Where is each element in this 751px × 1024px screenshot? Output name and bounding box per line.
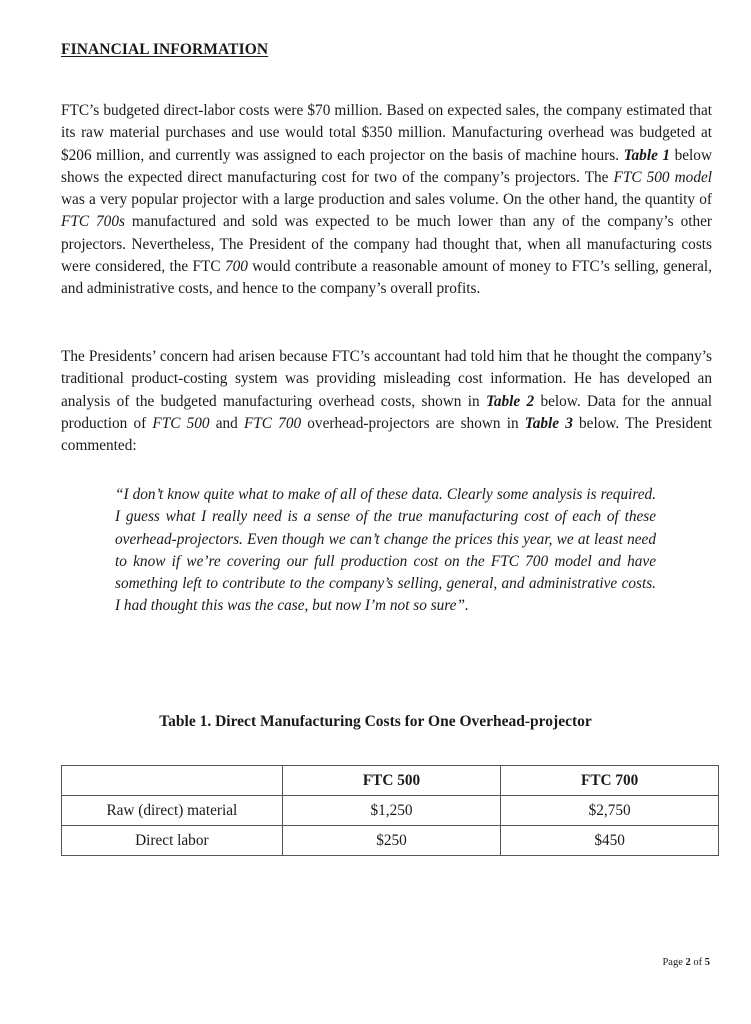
table-reference: Table 1 <box>623 146 671 164</box>
italic-text: FTC 700 <box>243 414 302 432</box>
body-text: would contribute a reasonable amount of money to FTC’s selling, general, and administrative costs, and hence to the company’s overall profits. <box>61 258 712 298</box>
table-header-cell: FTC 700 <box>501 766 719 796</box>
table-cell: $2,750 <box>501 796 719 826</box>
body-text: and <box>209 414 244 432</box>
table1-title: Table 1. Direct Manufacturing Costs for One Overhead-projector <box>159 713 592 730</box>
body-text: below shows the expected direct manufacturing cost for two of the company’s projectors. The <box>61 146 712 186</box>
page-total: 5 <box>704 957 710 968</box>
table-row <box>62 796 719 826</box>
table-cell: $1,250 <box>282 796 501 826</box>
body-text: The Presidents’ concern had arisen because FTC’s accountant had told him that he thought the company’s traditional product-costing system was providing misleading cost information. He has developed an analysis of the budgeted manufacturing overhead costs, shown in <box>61 348 712 410</box>
table-reference: Table 3 <box>524 414 573 432</box>
body-text: below. The President commented: <box>61 414 713 455</box>
body-text: FTC’s budgeted direct-labor costs were $70 million. Based on expected sales, the company estimated that its raw material purchases and use would total $350 million. Manufacturing overhead was budgeted at $206 million, and currently was assigned to each projector on the basis of machine hours. <box>61 102 712 164</box>
table-header-cell: FTC 500 <box>282 766 501 796</box>
president-quote: “I don’t know quite what to make of all of these data. Clearly some analysis is required. I guess what I really need is a sense of the true manufacturing cost of each of these overhead-projectors. Even though we can’t change the prices this year, we at least need to know if we’re covering our full production cost on the FTC 700 model and have something left to contribute to the company’s selling, general, and administrative costs. I had thought this was the case, but now I’m not so sure”. <box>115 486 656 615</box>
table-header-row <box>62 766 719 796</box>
row-label: Raw (direct) material <box>62 796 283 826</box>
table1-direct-costs <box>61 765 719 856</box>
table-reference: Table 2 <box>485 392 535 410</box>
table-header-cell <box>62 766 283 796</box>
italic-text: FTC 700s <box>61 213 125 231</box>
body-text: manufactured and sold was expected to be much lower than any of the company’s other projectors. Nevertheless, The President of the company had thought that, when all manufacturing costs were considered, the FTC <box>61 213 713 276</box>
row-label: Direct labor <box>62 826 283 856</box>
page-prefix: Page <box>662 957 686 968</box>
italic-text: 700 <box>224 258 248 276</box>
body-text: below. Data for the annual production of <box>61 392 713 432</box>
paragraph-presidents-concern <box>61 346 712 457</box>
page-current: 2 <box>685 957 691 968</box>
table-cell: $450 <box>501 826 719 856</box>
italic-text: FTC 500 model <box>613 168 713 186</box>
page-middle: of <box>690 957 705 968</box>
page-number <box>662 957 710 968</box>
table-row <box>62 826 719 856</box>
section-heading: FINANCIAL INFORMATION <box>61 41 269 58</box>
italic-text: FTC 500 <box>152 414 210 432</box>
table-cell: $250 <box>282 826 501 856</box>
paragraph-financial-info <box>61 100 712 301</box>
body-text: overhead-projectors are shown in <box>301 414 525 432</box>
body-text: was a very popular projector with a large production and sales volume. On the other hand, the quantity of <box>61 191 712 209</box>
